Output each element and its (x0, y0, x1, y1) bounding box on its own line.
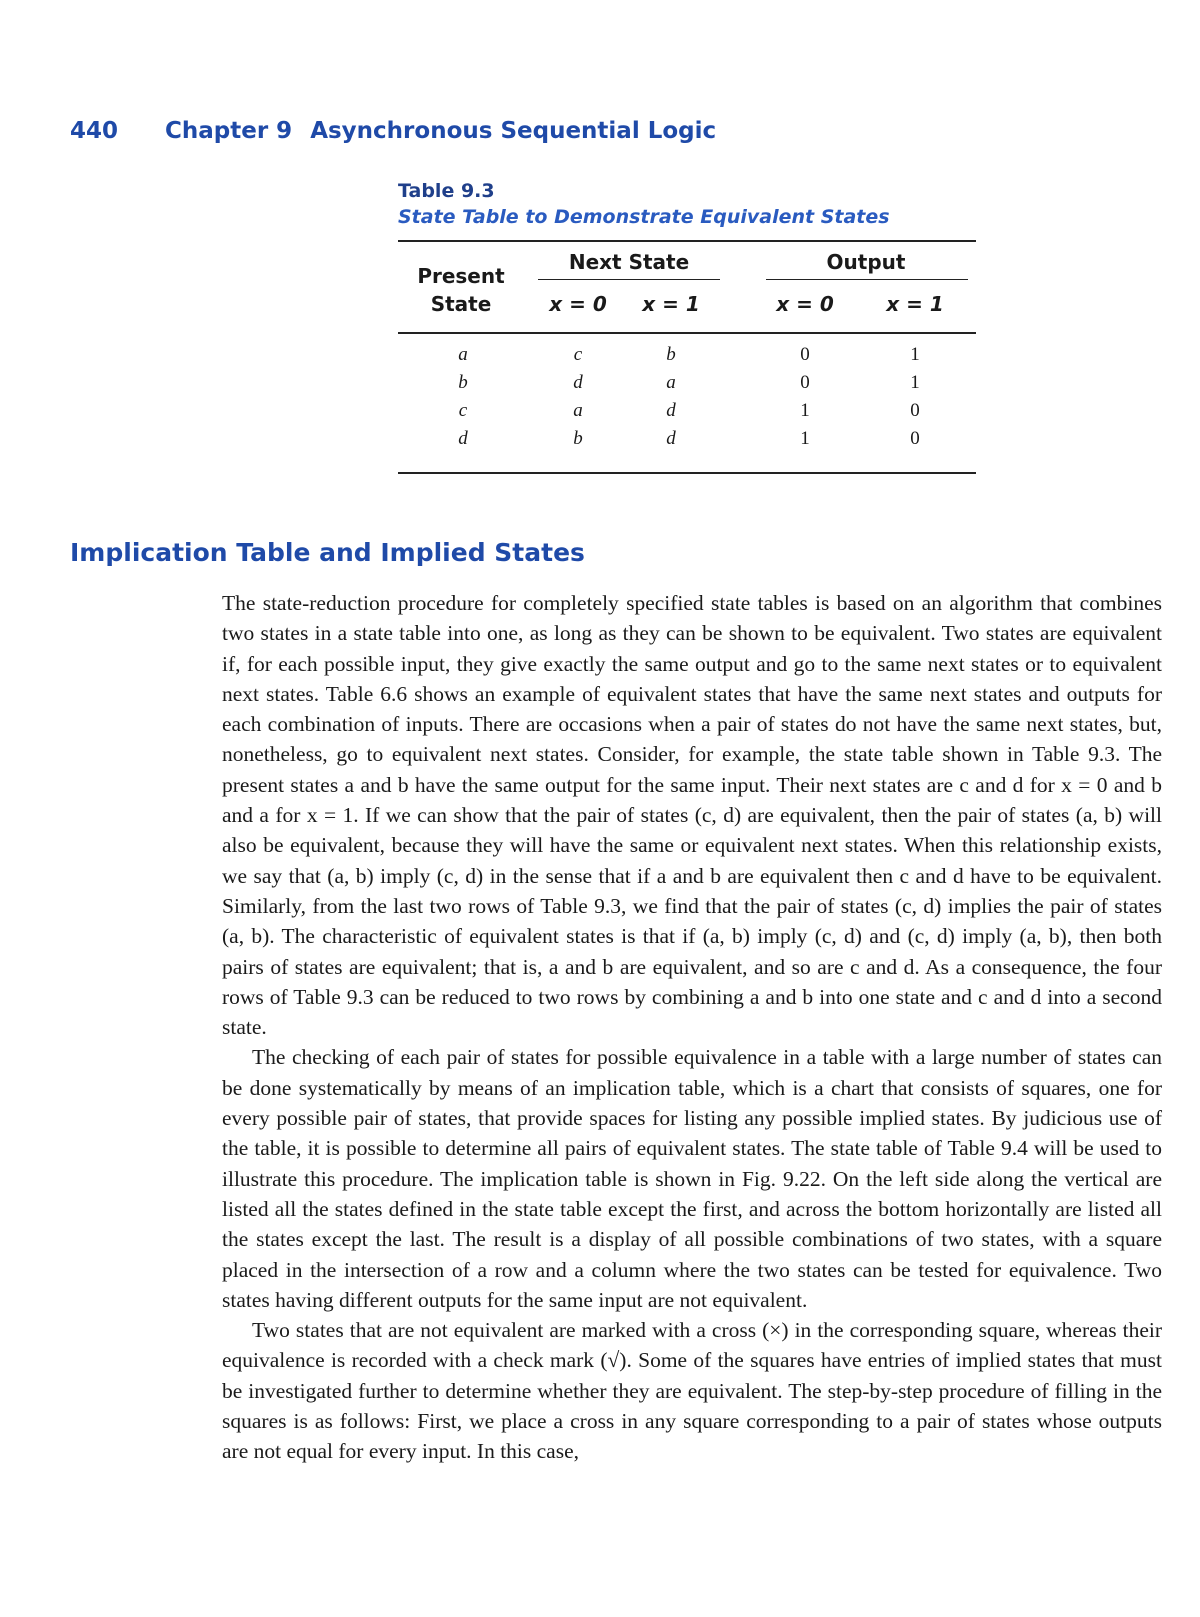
cell-present: d (458, 428, 468, 449)
cell-out-x1: 0 (910, 400, 920, 421)
page-number: 440 (70, 118, 119, 144)
next-state-rule (538, 279, 720, 280)
cell-next-x0: c (573, 344, 583, 365)
cell-out-x0: 0 (800, 344, 810, 365)
body-text (222, 588, 1162, 1467)
cell-out-x0: 0 (800, 372, 810, 393)
header-next-x0: x = 0 (549, 292, 607, 316)
header-output: Output (826, 250, 906, 274)
paragraph: The state-reduction procedure for completely specified state tables is based on an algorithm that combines two states in a state table into one, as long as they can be shown to be equivalent. Two states are equivalent if, for each possible input, they give exactly the same output and go to the same next states or to equivalent next states. Table 6.6 shows an example of equivalent states that have the same next states and outputs for each combination of inputs. There are occasions when a pair of states do not have the same next states, but, nonetheless, go to equivalent next states. Consider, for example, the state table shown in Table 9.3. The present states a and b have the same output for the same input. Their next states are c and d for x = 0 and b and a for x = 1. If we can show that the pair of states (c, d) are equivalent, then the pair of states (a, b) will also be equivalent, because they will have the same or equivalent next states. When this relationship exists, we say that (a, b) imply (c, d) in the sense that if a and b are equivalent then c and d have to be equivalent. Similarly, from the last two rows of Table 9.3, we find that the pair of states (c, d) implies the pair of states (a, b). The characteristic of equivalent states is that if (a, b) imply (c, d) and (c, d) imply (a, b), then both pairs of states are equivalent; that is, a and b are equivalent, and so are c and d. As a consequence, the four rows of Table 9.3 can be reduced to two rows by combining a and b into one state and c and d into a second state. (222, 591, 1162, 1040)
cell-next-x1: a (666, 372, 676, 393)
header-present: Present (417, 264, 505, 288)
cell-next-x0: a (573, 400, 583, 421)
cell-out-x1: 1 (910, 372, 920, 393)
cell-next-x0: d (573, 372, 583, 393)
cell-next-x1: d (666, 428, 676, 449)
header-state: State (430, 292, 492, 316)
header-rule (398, 332, 976, 334)
paragraph: The checking of each pair of states for possible equivalence in a table with a large number of states can be done systematically by means of an implication table, which is a chart that consists of squares, one for every possible pair of states, that provide spaces for listing any possible implied states. By judicious use of the table, it is possible to determine all pairs of equivalent states. The state table of Table 9.4 will be used to illustrate this procedure. The implication table is shown in Fig. 9.22. On the left side along the vertical are listed all the states defined in the state table except the first, and across the bottom horizontally are listed all the states except the last. The result is a display of all possible combinations of two states, with a square placed in the intersection of a row and a column where the two states can be tested for equivalence. Two states having different outputs for the same input are not equivalent. (222, 1045, 1162, 1312)
cell-next-x0: b (573, 428, 583, 449)
state-table (398, 240, 976, 474)
header-next-state: Next State (568, 250, 690, 274)
header-next-x1: x = 1 (642, 292, 700, 316)
cell-out-x0: 1 (800, 400, 810, 421)
paragraph: Two states that are not equivalent are marked with a cross (×) in the corresponding square, whereas their equivalence is recorded with a check mark (√). Some of the squares have entries of implied states that must be investigated further to determine whether they are equivalent. The step-by-step procedure of filling in the squares is as follows: First, we place a cross in any square corresponding to a pair of states whose outputs are not equal for every input. In this case, (222, 1318, 1162, 1464)
cell-present: b (458, 372, 468, 393)
running-head (70, 118, 716, 144)
table-title: State Table to Demonstrate Equivalent States (398, 206, 890, 228)
header-out-x0: x = 0 (776, 292, 834, 316)
chapter-label: Chapter 9 (165, 118, 293, 144)
header-out-x1: x = 1 (886, 292, 944, 316)
table-number: Table 9.3 (398, 180, 495, 202)
section-heading: Implication Table and Implied States (70, 538, 585, 567)
cell-out-x1: 1 (910, 344, 920, 365)
chapter-title: Asynchronous Sequential Logic (310, 118, 717, 144)
cell-next-x1: b (666, 344, 676, 365)
cell-present: a (458, 344, 468, 365)
cell-out-x1: 0 (910, 428, 920, 449)
cell-out-x0: 1 (800, 428, 810, 449)
cell-next-x1: d (666, 400, 676, 421)
output-rule (766, 279, 968, 280)
cell-present: c (458, 400, 468, 421)
table-caption (398, 180, 890, 228)
